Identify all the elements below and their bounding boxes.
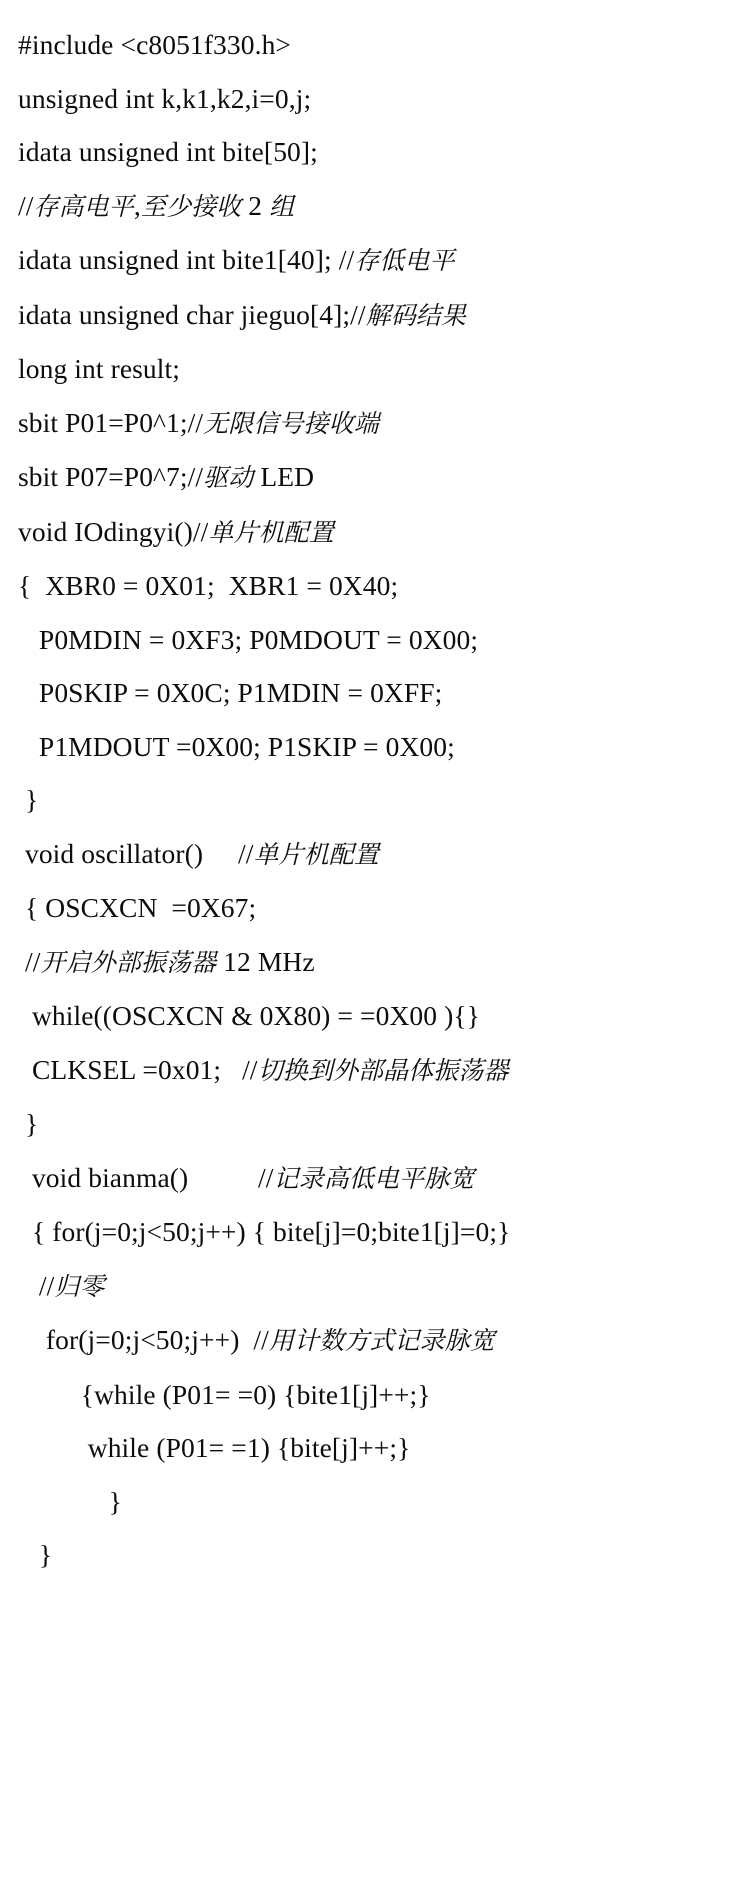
code-line: for(j=0;j<50;j++) //用计数方式记录脉宽	[18, 1324, 495, 1355]
code-line: //开启外部振荡器 12 MHz	[18, 945, 315, 977]
code-line: //存高电平,至少接收 2 组	[18, 189, 295, 221]
code-line: P1MDOUT =0X00; P1SKIP = 0X00;	[18, 730, 455, 762]
chinese-comment-text: 存高电平	[33, 191, 134, 221]
chinese-comment-text: 开启外部振荡器	[40, 947, 217, 977]
chinese-comment-text: 用计数方式记录脉宽	[268, 1326, 495, 1355]
code-line: { XBR0 = 0X01; XBR1 = 0X40;	[18, 570, 399, 601]
code-line: { for(j=0;j<50;j++) { bite[j]=0;bite1[j]=0;}	[18, 1216, 511, 1247]
code-line: idata unsigned char jieguo[4];//解码结果	[18, 298, 467, 330]
chinese-comment-text: 记录高低电平脉宽	[273, 1163, 475, 1193]
chinese-comment-text: 归零	[54, 1271, 105, 1301]
code-line: unsigned int k,k1,k2,i=0,j;	[18, 82, 312, 114]
code-line: {while (P01= =0) {bite1[j]++;}	[18, 1378, 431, 1410]
chinese-comment-text: 解码结果	[365, 300, 467, 330]
code-line: }	[18, 784, 39, 815]
code-line: void oscillator() //单片机配置	[18, 837, 379, 869]
chinese-comment-text: 单片机配置	[253, 839, 379, 869]
code-line: }	[18, 1108, 39, 1139]
code-line: sbit P07=P0^7;//驱动 LED	[18, 461, 315, 492]
code-line: }	[18, 1539, 53, 1570]
code-line: void bianma() //记录高低电平脉宽	[18, 1161, 475, 1193]
chinese-comment-text: 驱动	[203, 463, 254, 492]
code-line: void IOdingyi()//单片机配置	[18, 515, 334, 547]
code-line: sbit P01=P0^1;//无限信号接收端	[18, 406, 379, 438]
code-line: P0MDIN = 0XF3; P0MDOUT = 0X00;	[18, 623, 479, 655]
code-line: { OSCXCN =0X67;	[18, 892, 257, 923]
chinese-comment-text: 单片机配置	[208, 517, 334, 547]
chinese-comment-text: 组	[269, 191, 295, 221]
chinese-comment-text: 存低电平	[354, 246, 455, 275]
code-line: }	[18, 1485, 122, 1517]
code-line: CLKSEL =0x01; //切换到外部晶体振荡器	[18, 1053, 509, 1085]
code-line: #include <c8051f330.h>	[18, 29, 292, 60]
chinese-comment-text: 无限信号接收端	[203, 408, 379, 438]
code-line: while (P01= =1) {bite[j]++;}	[18, 1432, 411, 1463]
code-line: while((OSCXCN & 0X80) = =0X00 ){}	[18, 1000, 480, 1031]
chinese-comment-text: 切换到外部晶体振荡器	[257, 1055, 509, 1085]
code-line: idata unsigned int bite[50];	[18, 136, 318, 167]
chinese-comment-text: 至少接收	[140, 191, 242, 221]
code-line: long int result;	[18, 353, 181, 384]
code-line: P0SKIP = 0X0C; P1MDIN = 0XFF;	[18, 677, 443, 708]
code-line: idata unsigned int bite1[40]; //存低电平	[18, 244, 455, 275]
code-line: //归零	[18, 1269, 105, 1301]
